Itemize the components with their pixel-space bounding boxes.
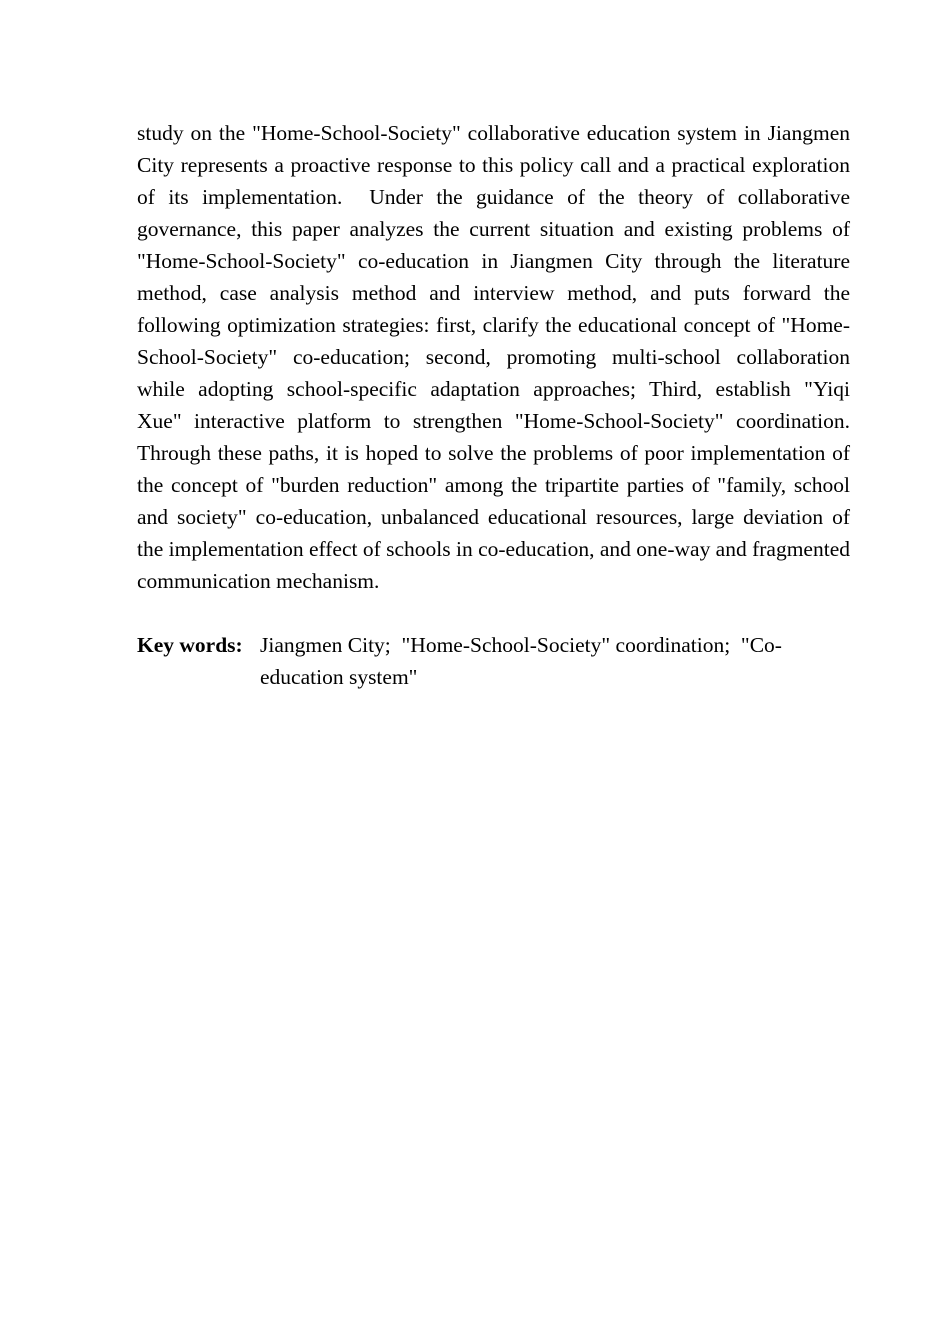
text-line: City represents a proactive response to this policy call and a practical exploration [137, 153, 850, 177]
text-line: following optimization strategies: first, clarify the educational concept of "Home- [137, 313, 850, 337]
text-line: governance, this paper analyzes the current situation and existing problems of [137, 217, 850, 241]
abstract-body [137, 117, 850, 693]
text-line: and society" co-education, unbalanced educational resources, large deviation of [137, 505, 850, 529]
text-line: School-Society" co-education; second, promoting multi-school collaboration [137, 345, 850, 369]
text-line: of its implementation. Under the guidance of the theory of collaborative [137, 185, 850, 209]
text-line: Through these paths, it is hoped to solve the problems of poor implementation of [137, 441, 850, 465]
text-line: study on the "Home-School-Society" collaborative education system in Jiangmen [137, 121, 850, 145]
text-line: Xue" interactive platform to strengthen "Home-School-Society" coordination. [137, 409, 850, 433]
keywords-row [137, 629, 850, 693]
text-line: "Home-School-Society" co-education in Jiangmen City through the literature [137, 249, 850, 273]
text-line: education system" [260, 665, 418, 689]
text-line: the implementation effect of schools in co-education, and one-way and fragmented [137, 537, 850, 561]
text-line: the concept of "burden reduction" among the tripartite parties of "family, school [137, 473, 850, 497]
abstract-paragraph [137, 117, 850, 597]
keywords-text [260, 629, 850, 693]
text-line: communication mechanism. [137, 569, 380, 593]
text-line: while adopting school-specific adaptation approaches; Third, establish "Yiqi [137, 377, 850, 401]
text-line: Jiangmen City; "Home-School-Society" coordination; "Co- [260, 633, 782, 657]
text-line: method, case analysis method and interview method, and puts forward the [137, 281, 850, 305]
keywords-label: Key words: [137, 633, 243, 657]
